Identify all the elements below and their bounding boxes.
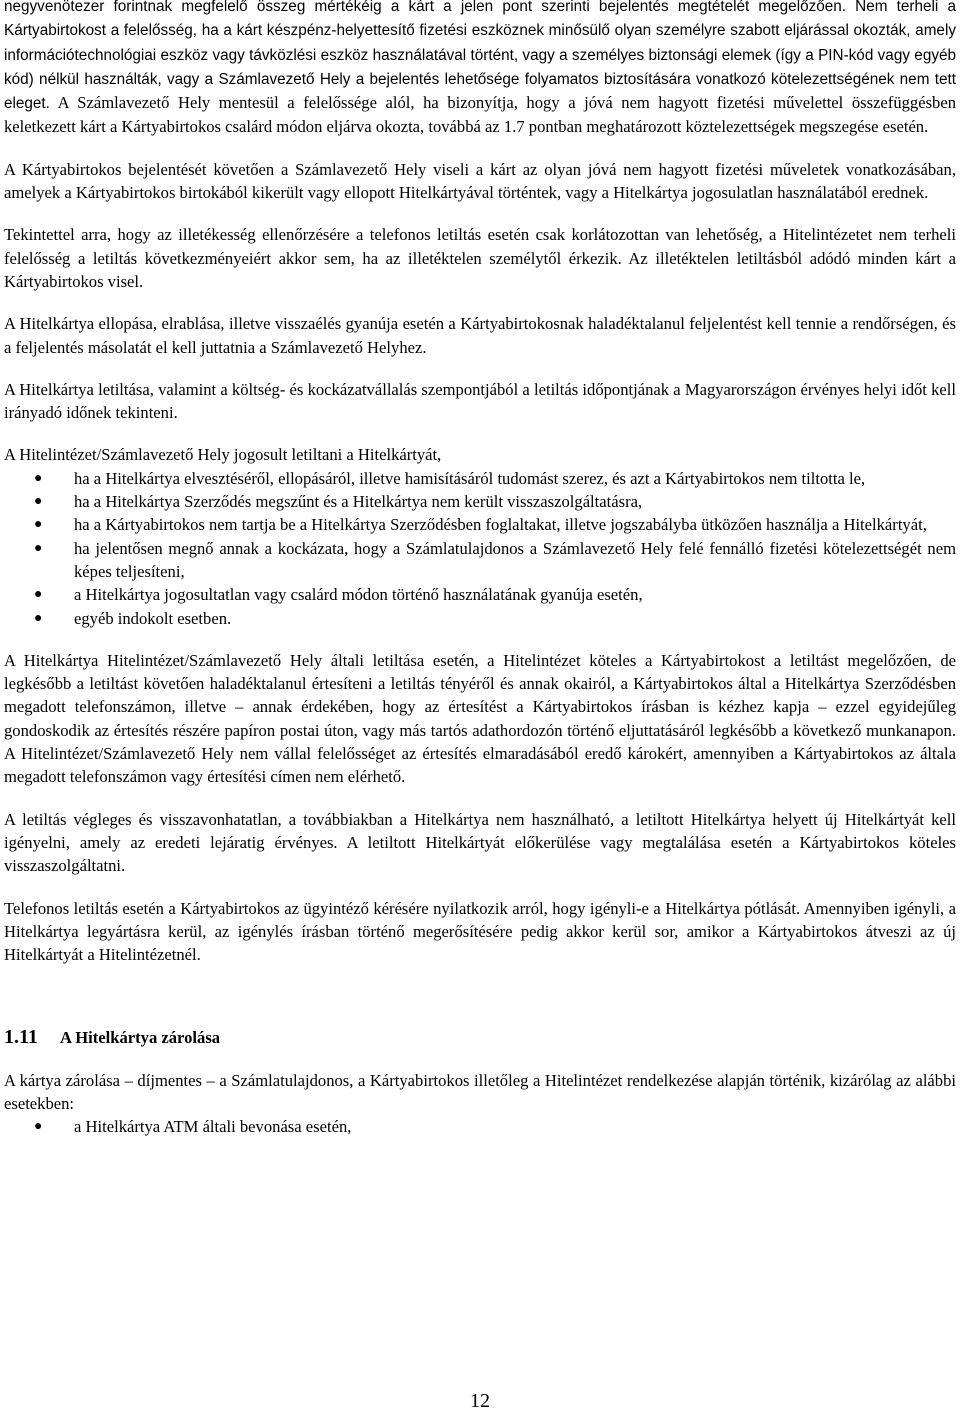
document-page [4,0,956,1139]
section-number: 1.11 [4,1026,38,1049]
paragraph-liability [4,0,956,139]
paragraph-card-lock: A kártya zárolása – díjmentes – a Számlatulajdonos, a Kártyabirtokos illetőleg a Hitelintézet rendelkezése alapján történik, kizárólag az alábbi esetekben: [4,1070,956,1113]
paragraph-final-blocking: A letiltás végleges és visszavonhatatlan, a továbbiakban a Hitelkártya nem használható, a letiltott Hitelkártya helyett új Hitelkártyát kell igényelni, amely az eredeti lejáratig érvényes. A letiltott Hitelkártyát előkerülése vagy megtalálása esetén a Kártyabirtokos köteles visszaszolgáltatni. [4,809,956,876]
paragraph-phone-block: Tekintettel arra, hogy az illetékesség ellenőrzésére a telefonos letiltás esetén csak korlátozottan van lehetőség, a Hitelintézetet nem terheli felelősség a letiltás következményeiért akkor sem, ha az illetéktelen személytől érkezik. Az illetéktelen letiltásból adódó minden kárt a Kártyabirtokos visel. [4,225,956,291]
paragraph-liability-cont: A Számlavezető Hely mentesül a felelőssége alól, ha bizonyítja, hogy a jóvá nem hagyott fizetési művelettel összefüggésben keletkezett kárt a Kártyabirtokos csalárd módon eljárva okozta, továbbá az 1.7 pontban meghatározott köztelezettségek megszegése esetén. [4,93,956,137]
list-item: ● ha jelentősen megnő annak a kockázata, hogy a Számlatulajdonos a Számlavezető Hely felé fennálló fizetési kötelezettségét nem képes teljesíteni, [34,538,956,581]
paragraph-blocking-rights: A Hitelintézet/Számlavezető Hely jogosult letiltani a Hitelkártyát, [4,445,442,465]
bullet-icon: ● [34,517,43,533]
paragraph-after-notification: A Kártyabirtokos bejelentését követően a Számlavezető Hely viseli a kárt az olyan jóvá nem hagyott fizetési műveletek vonatkozásában, amelyek a Kártyabirtokos birtokából kikerült vagy ellopott Hitelkártyával történtek, vagy a Hitelkártya jogosulatlan használatából erednek. [4,159,956,203]
section-heading [4,1026,956,1049]
bullet-icon: ● [34,610,43,626]
list-item: ● ha a Hitelkártya Szerződés megszűnt és a Hitelkártya nem került visszaszolgáltatásra, [4,490,956,513]
bullet-icon: ● [34,470,43,486]
bullet-icon: ● [34,1119,43,1135]
list-item: ● ha a Kártyabirtokos nem tartja be a Hitelkártya Szerződésben foglaltakat, illetve jogszabályba ütközően használja a Hitelkártyát, [4,513,956,536]
list-item: ● ha a Hitelkártya elvesztéséről, ellopásáról, illetve hamisításáról tudomást szerez, és azt a Kártyabirtokos nem tiltotta le, [4,467,956,490]
list-item: ● egyéb indokolt esetben. [4,607,956,630]
paragraph-local-time: A Hitelkártya letiltása, valamint a költség- és kockázatvállalás szempontjából a letiltás időpontjának a Magyarországon érvényes helyi időt kell irányadó időnek tekinteni. [4,379,956,423]
paragraph-liability-intro: negyvenötezer forintnak megfelelő összeg mértékéig a kárt a jelen pont szerinti bejelentés megtételét megelőzően. Nem terheli a Kártyabirtokost a felelősség, ha a kárt készpénz-helyettesítő fizetési eszköznek minősülő olyan személyre szabott eljárással okozták, amely információtechnológiai eszköz vagy távközlési eszköz használatával történt, vagy a személyes biztonsági elemek (így a PIN-kód vagy egyéb kód) nélkül használták, vagy a Számlavezető Hely a bejelentés lehetősége folyamatos biztosítására vonatkozó kötelezettségének nem tett eleget. [4,0,956,113]
paragraph-theft-report: A Hitelkártya ellopása, elrablása, illetve visszaélés gyanúja esetén a Kártyabirtokosnak haladéktalanul feljelentést kell tennie a rendőrségen, és a feljelentés másolatát el kell juttatnia a Számlavezető Helyhez. [4,314,956,357]
page-number: 12 [470,1390,490,1412]
lock-reasons-list [4,1115,956,1138]
bullet-icon: ● [34,494,43,510]
bullet-icon: ● [34,540,43,556]
paragraph-notification-duty: A Hitelkártya Hitelintézet/Számlavezető Hely általi letiltása esetén, a Hitelintézet köteles a Kártyabirtokost a letiltást megelőzően, de legkésőbb a letiltást követően haladéktalanul értesíteni a letiltás tényéről és annak okairól, a Kártyabirtokos által a Hitelkártya Szerződésben megadott telefonszámon, illetve – annak érdekében, hogy az értesítést a Kártyabirtokos írásban is kézhez kapja – ezzel egyidejűleg gondoskodik az értesítés részére papíron postai úton, vagy más tartós adathordozón történő eljuttatásáról legkésőbb a következő munkanapon. A Hitelintézet/Számlavezető Hely nem vállal felelősséget az értesítés elmaradásából eredő károkért, amennyiben a Kártyabirtokos az általa megadott telefonszámon vagy értesítési címen nem elérhető. [4,650,956,787]
list-item: ● a Hitelkártya ATM általi bevonása esetén, [4,1115,956,1138]
bullet-icon: ● [34,587,43,603]
section-title: A Hitelkártya zárolása [60,1028,221,1048]
list-item: ● a Hitelkártya jogosultatlan vagy csalárd módon történő használatának gyanúja esetén, [4,583,956,606]
paragraph-replacement: Telefonos letiltás esetén a Kártyabirtokos az ügyintéző kérésére nyilatkozik arról, hogy igényli-e a Hitelkártya pótlását. Amennyiben igényli, a Hitelkártya legyártásra kerül, az igénylés írásban történő megerősítésére pedig akkor kerül sor, amikor a Kártyabirtokos átveszi az új Hitelkártyát a Hitelintézetnél. [4,898,956,965]
blocking-reasons-list [4,467,956,630]
